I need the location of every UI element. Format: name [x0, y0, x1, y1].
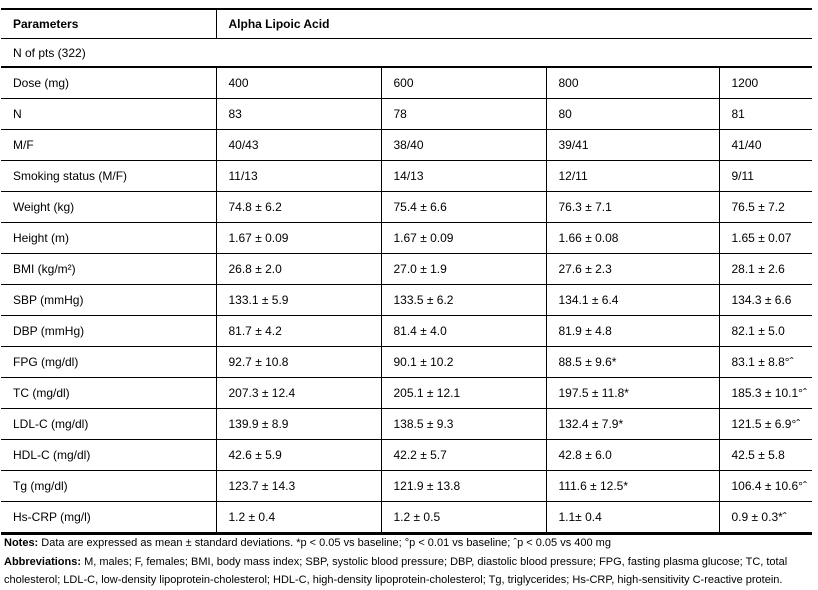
cell-value: 74.8 ± 6.2 — [216, 192, 381, 223]
cell-value: 11/13 — [216, 161, 381, 192]
table-row-mf — [1, 130, 812, 161]
cell-value: 81 — [719, 99, 812, 130]
cell-value: 133.1 ± 5.9 — [216, 285, 381, 316]
cell-value: 92.7 ± 10.8 — [216, 347, 381, 378]
cell-value: 39/41 — [546, 130, 719, 161]
cell-value: 205.1 ± 12.1 — [381, 378, 546, 409]
cell-value: 1.67 ± 0.09 — [381, 223, 546, 254]
row-label: SBP (mmHg) — [1, 285, 216, 316]
cell-value: 83 — [216, 99, 381, 130]
table-row-bmi — [1, 254, 812, 285]
cell-value: 28.1 ± 2.6 — [719, 254, 812, 285]
cell-value: 80 — [546, 99, 719, 130]
cell-value: 133.5 ± 6.2 — [381, 285, 546, 316]
table-row-smoking — [1, 161, 812, 192]
cell-value: 1.67 ± 0.09 — [216, 223, 381, 254]
table-row-dose — [1, 67, 812, 99]
cell-value: 0.9 ± 0.3*ˆ — [719, 502, 812, 534]
table-row-n — [1, 99, 812, 130]
table-footnotes — [4, 534, 812, 590]
cell-value: 42.8 ± 6.0 — [546, 440, 719, 471]
parameters-table — [1, 8, 812, 535]
table-row-n-of-pts — [1, 39, 812, 68]
notes-line — [4, 534, 812, 553]
cell-value: 42.6 ± 5.9 — [216, 440, 381, 471]
cell-value: 132.4 ± 7.9* — [546, 409, 719, 440]
cell-value: 88.5 ± 9.6* — [546, 347, 719, 378]
table-row-hscrp — [1, 502, 812, 534]
cell-value: 42.2 ± 5.7 — [381, 440, 546, 471]
cell-value: 400 — [216, 67, 381, 99]
cell-value: 800 — [546, 67, 719, 99]
row-label: FPG (mg/dl) — [1, 347, 216, 378]
cell-value: 121.9 ± 13.8 — [381, 471, 546, 502]
cell-value: 14/13 — [381, 161, 546, 192]
abbreviations-label: Abbreviations: — [4, 555, 82, 568]
table-row-sbp — [1, 285, 812, 316]
cell-value: 81.7 ± 4.2 — [216, 316, 381, 347]
cell-value: 1200 — [719, 67, 812, 99]
cell-value: 27.0 ± 1.9 — [381, 254, 546, 285]
row-label: DBP (mmHg) — [1, 316, 216, 347]
cell-value: 197.5 ± 11.8* — [546, 378, 719, 409]
cell-value: 40/43 — [216, 130, 381, 161]
cell-value: 26.8 ± 2.0 — [216, 254, 381, 285]
cell-value: 76.3 ± 7.1 — [546, 192, 719, 223]
table-row-tc — [1, 378, 812, 409]
table-row-tg — [1, 471, 812, 502]
cell-value: 134.3 ± 6.6 — [719, 285, 812, 316]
column-header-group: Alpha Lipoic Acid — [216, 9, 812, 39]
cell-value: 1.65 ± 0.07 — [719, 223, 812, 254]
table-row-hdl — [1, 440, 812, 471]
row-label: Smoking status (M/F) — [1, 161, 216, 192]
cell-value: 42.5 ± 5.8 — [719, 440, 812, 471]
table-row-weight — [1, 192, 812, 223]
cell-value: 121.5 ± 6.9°ˆ — [719, 409, 812, 440]
cell-value: 9/11 — [719, 161, 812, 192]
cell-value: 1.1± 0.4 — [546, 502, 719, 534]
row-label: M/F — [1, 130, 216, 161]
cell-value: 81.4 ± 4.0 — [381, 316, 546, 347]
n-of-pts-cell: N of pts (322) — [1, 39, 812, 68]
cell-value: 38/40 — [381, 130, 546, 161]
cell-value: 600 — [381, 67, 546, 99]
cell-value: 90.1 ± 10.2 — [381, 347, 546, 378]
column-header-parameters: Parameters — [1, 9, 216, 39]
row-label: Tg (mg/dl) — [1, 471, 216, 502]
abbreviations-line — [4, 553, 812, 590]
cell-value: 1.2 ± 0.4 — [216, 502, 381, 534]
cell-value: 82.1 ± 5.0 — [719, 316, 812, 347]
row-label: TC (mg/dl) — [1, 378, 216, 409]
cell-value: 12/11 — [546, 161, 719, 192]
table-row-fpg — [1, 347, 812, 378]
cell-value: 1.2 ± 0.5 — [381, 502, 546, 534]
table-row-ldl — [1, 409, 812, 440]
cell-value: 27.6 ± 2.3 — [546, 254, 719, 285]
row-label: Weight (kg) — [1, 192, 216, 223]
row-label: HDL-C (mg/dl) — [1, 440, 216, 471]
cell-value: 185.3 ± 10.1°ˆ — [719, 378, 812, 409]
cell-value: 139.9 ± 8.9 — [216, 409, 381, 440]
row-label: BMI (kg/m²) — [1, 254, 216, 285]
row-label: Hs-CRP (mg/l) — [1, 502, 216, 534]
table-header-row — [1, 9, 812, 39]
table-row-height — [1, 223, 812, 254]
cell-value: 75.4 ± 6.6 — [381, 192, 546, 223]
cell-value: 1.66 ± 0.08 — [546, 223, 719, 254]
cell-value: 41/40 — [719, 130, 812, 161]
cell-value: 78 — [381, 99, 546, 130]
row-label: LDL-C (mg/dl) — [1, 409, 216, 440]
cell-value: 134.1 ± 6.4 — [546, 285, 719, 316]
cell-value: 111.6 ± 12.5* — [546, 471, 719, 502]
cell-value: 81.9 ± 4.8 — [546, 316, 719, 347]
abbreviations-text: M, males; F, females; BMI, body mass index; SBP, systolic blood pressure; DBP, diastolic blood pressure; FPG, fasting plasma glucose; TC, total cholesterol; LDL-C, low-density lipoprotein-cholesterol; HDL-C, high-density lipoprotein-cholesterol; Tg, triglycerides; Hs-CRP, high-sensitivity C-reactive protein. — [4, 555, 788, 586]
cell-value: 76.5 ± 7.2 — [719, 192, 812, 223]
notes-label: Notes: — [4, 537, 39, 549]
notes-text: Data are expressed as mean ± standard deviations. *p < 0.05 vs baseline; °p < 0.01 vs baseline; ˆp < 0.05 vs 400 mg — [41, 537, 611, 549]
cell-value: 138.5 ± 9.3 — [381, 409, 546, 440]
cell-value: 83.1 ± 8.8°ˆ — [719, 347, 812, 378]
row-label: Dose (mg) — [1, 67, 216, 99]
cell-value: 207.3 ± 12.4 — [216, 378, 381, 409]
cell-value: 106.4 ± 10.6°ˆ — [719, 471, 812, 502]
cell-value: 123.7 ± 14.3 — [216, 471, 381, 502]
row-label: N — [1, 99, 216, 130]
row-label: Height (m) — [1, 223, 216, 254]
table-row-dbp — [1, 316, 812, 347]
